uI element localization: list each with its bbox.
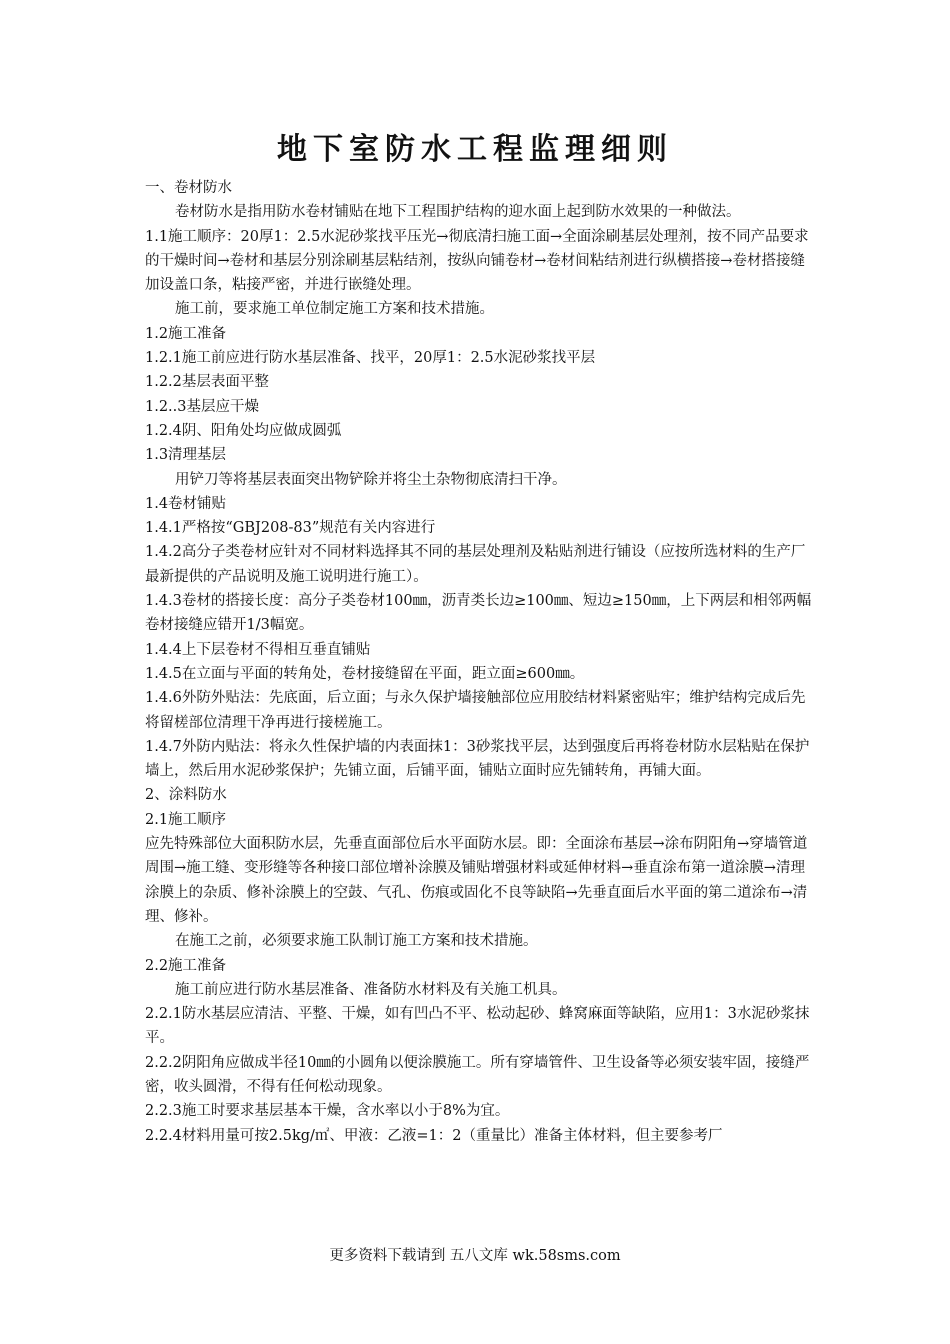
paragraph: 1.1施工顺序：20厚1：2.5水泥砂浆找平压光→彻底清扫施工面→全面涂刷基层处理剂，按不同产品要求的干燥时间→卷材和基层分别涂刷基层粘结剂，按纵向铺卷材→卷材间粘结剂进行纵横搭接→卷材搭接缝加设盖口条，粘接严密，并进行嵌缝处理。: [145, 228, 809, 294]
footer-link-text[interactable]: 更多资料下载请到 五八文库 wk.58sms.com: [329, 1248, 621, 1264]
paragraph: 2、涂料防水: [145, 787, 227, 804]
paragraph: 1.4.7外防内贴法：将永久性保护墙的内表面抹1：3砂浆找平层，达到强度后再将卷材防水层粘贴在保护墙上，然后用水泥砂浆保护；先铺立面，后铺平面，铺贴立面时应先铺转角，再铺大面。: [145, 738, 810, 780]
document-body: [145, 176, 813, 1148]
paragraph: 1.4.1严格按“GBJ208-83”规范有关内容进行: [145, 520, 436, 537]
paragraph: 1.4.2高分子类卷材应针对不同材料选择其不同的基层处理剂及粘贴剂进行铺设（应按所选材料的生产厂最新提供的产品说明及施工说明进行施工）。: [145, 544, 806, 585]
paragraph: 2.2.3施工时要求基层基本干燥，含水率以小于8%为宜。: [145, 1103, 510, 1120]
paragraph: 2.2施工准备: [145, 957, 227, 974]
paragraph: 1.4.4上下层卷材不得相互垂直铺贴: [145, 641, 371, 658]
paragraph: 2.2.1防水基层应清洁、平整、干燥，如有凹凸不平、松动起砂、蜂窝麻面等缺陷，应用1：3水泥砂浆抹平。: [145, 1006, 810, 1047]
paragraph: 1.4卷材铺贴: [145, 495, 227, 512]
paragraph: 应先特殊部位大面积防水层，先垂直面部位后水平面防水层。即：全面涂布基层→涂布阴阳角→穿墙管道周围→施工缝、变形缝等各种接口部位增补涂膜及铺贴增强材料或延伸材料→垂直涂布第一道涂膜→清理涂膜上的杂质、修补涂膜上的空鼓、气孔、伤痕或固化不良等缺陷→先垂直面后水平面的第二道涂布→清理、修补。: [145, 836, 808, 925]
paragraph: 1.2.4阴、阳角处均应做成圆弧: [145, 422, 342, 439]
paragraph: 用铲刀等将基层表面突出物铲除并将尘土杂物彻底清扫干净。: [175, 471, 567, 488]
paragraph: 1.2.1施工前应进行防水基层准备、找平，20厚1：2.5水泥砂浆找平层: [145, 350, 596, 367]
paragraph: 2.2.4材料用量可按2.5kg/㎡、甲液：乙液=1：2（重量比）准备主体材料，但主要参考厂: [145, 1127, 723, 1144]
paragraph: 1.2施工准备: [145, 325, 227, 342]
paragraph: 施工前，要求施工单位制定施工方案和技术措施。: [175, 301, 494, 318]
paragraph: 施工前应进行防水基层准备、准备防水材料及有关施工机具。: [175, 981, 567, 998]
paragraph: 1.2..3基层应干燥: [145, 398, 260, 415]
paragraph: 一、卷材防水: [145, 180, 232, 196]
paragraph: 1.3清理基层: [145, 447, 227, 464]
paragraph: 1.2.2基层表面平整: [145, 374, 269, 391]
paragraph: 在施工之前，必须要求施工队制订施工方案和技术措施。: [175, 933, 538, 950]
paragraph: 2.1施工顺序: [145, 811, 227, 828]
document-title: 地下室防水工程监理细则: [277, 132, 673, 167]
paragraph: 卷材防水是指用防水卷材铺贴在地下工程围护结构的迎水面上起到防水效果的一种做法。: [175, 204, 741, 221]
paragraph: 2.2.2阴阳角应做成半径10㎜的小圆角以便涂膜施工。所有穿墙管件、卫生设备等必须安装牢固，接缝严密，收头圆滑，不得有任何松动现象。: [145, 1054, 810, 1095]
paragraph: 1.4.3卷材的搭接长度：高分子类卷材100㎜，沥青类长边≥100㎜、短边≥150㎜，上下两层和相邻两幅卷材接缝应错开1/3幅宽。: [145, 593, 812, 634]
paragraph: 1.4.6外防外贴法：先底面，后立面；与永久保护墙接触部位应用胶结材料紧密贴牢；维护结构完成后先将留槎部位清理干净再进行接槎施工。: [145, 690, 806, 731]
paragraph: 1.4.5在立面与平面的转角处，卷材接缝留在平面，距立面≥600㎜。: [145, 665, 585, 682]
